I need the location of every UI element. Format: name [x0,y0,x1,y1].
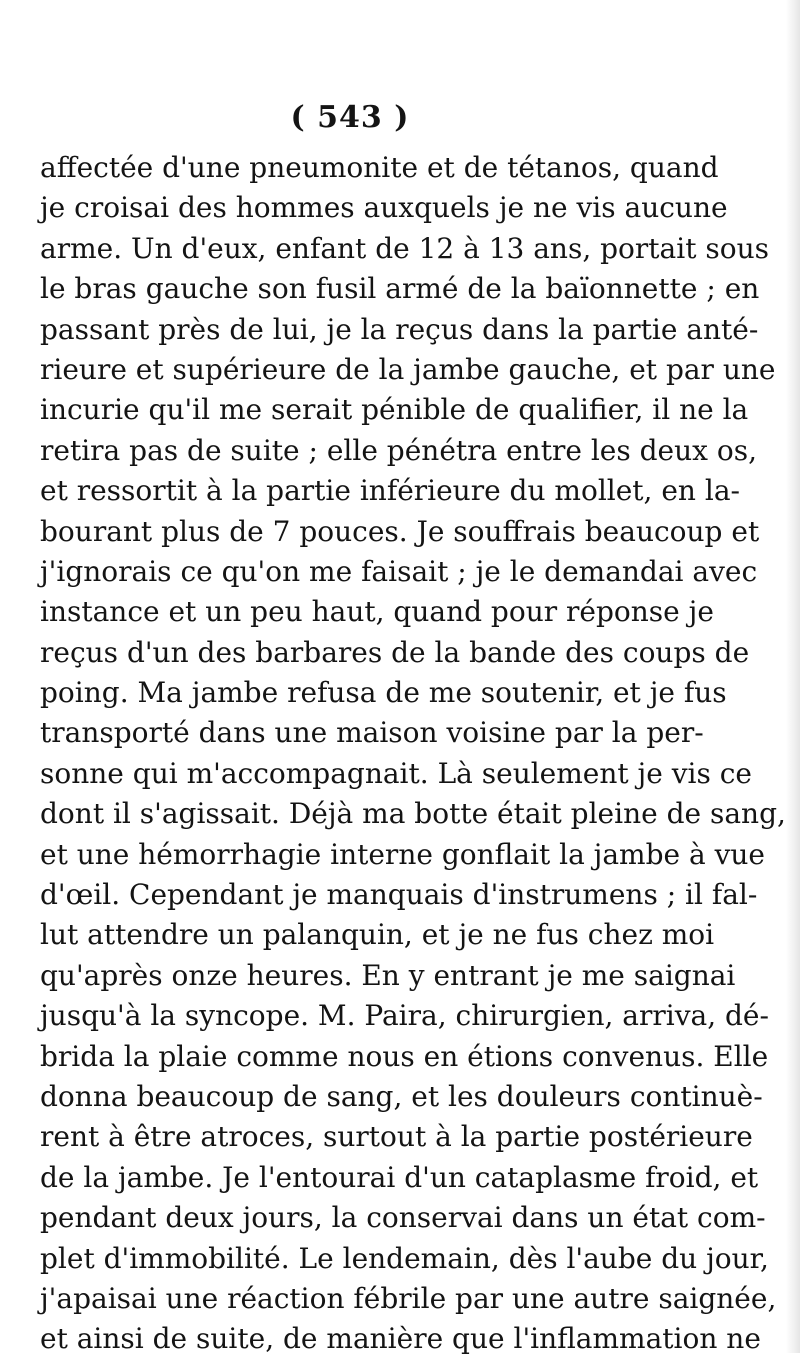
text-line: bourant plus de 7 pouces. Je souffrais beaucoup et [40,514,760,548]
text-line: retira pas de suite ; elle pénétra entre les deux os, [40,433,757,467]
text-line: d'œil. Cependant je manquais d'instrumens ; il fal- [40,878,758,912]
text-line: incurie qu'il me serait pénible de qualifier, il ne la [40,393,749,427]
text-line: de la jambe. Je l'entourai d'un cataplasme froid, et [40,1160,759,1194]
text-line: transporté dans une maison voisine par la per- [40,716,704,750]
text-line: plet d'immobilité. Le lendemain, dès l'aube du jour, [40,1241,769,1275]
text-line: donna beaucoup de sang, et les douleurs continuè- [40,1079,763,1113]
page-number: ( 543 ) [290,100,410,135]
text-line: rieure et supérieure de la jambe gauche, et par une [40,352,776,386]
text-line: et ainsi de suite, de manière que l'inflammation ne [40,1322,761,1356]
text-line: poing. Ma jambe refusa de me soutenir, et je fus [40,676,727,710]
text-line: instance et un peu haut, quand pour réponse je [40,595,714,629]
text-line: qu'après onze heures. En y entrant je me saignai [40,958,736,992]
text-line: rent à être atroces, surtout à la partie postérieure [40,1120,753,1154]
text-line: dont il s'agissait. Déjà ma botte était pleine de sang, [40,797,786,831]
text-line: affectée d'une pneumonite et de tétanos, quand [40,151,719,184]
page-edge-shadow [786,0,800,1353]
text-line: j'apaisai une réaction fébrile par une autre saignée, [40,1281,777,1315]
text-line: et une hémorrhagie interne gonflait la jambe à vue [40,837,765,871]
text-line: lut attendre un palanquin, et je ne fus chez moi [40,918,715,952]
body-text [40,148,786,1360]
text-line: sonne qui m'accompagnait. Là seulement je vis ce [40,756,753,790]
text-line: reçus d'un des barbares de la bande des coups de [40,635,750,669]
text-line: j'ignorais ce qu'on me faisait ; je le demandai avec [40,554,758,588]
text-line: passant près de lui, je la reçus dans la partie anté- [40,312,759,346]
text-line: le bras gauche son fusil armé de la baïonnette ; en [40,272,760,306]
text-line: et ressortit à la partie inférieure du mollet, en la- [40,474,740,508]
text-line: je croisai des hommes auxquels je ne vis aucune [40,191,728,225]
text-line: arme. Un d'eux, enfant de 12 à 13 ans, portait sous [40,231,769,265]
text-line: pendant deux jours, la conservai dans un état com- [40,1201,766,1235]
text-line: brida la plaie comme nous en étions convenus. Elle [40,1039,769,1073]
text-line: jusqu'à la syncope. M. Paira, chirurgien, arriva, dé- [40,999,769,1033]
